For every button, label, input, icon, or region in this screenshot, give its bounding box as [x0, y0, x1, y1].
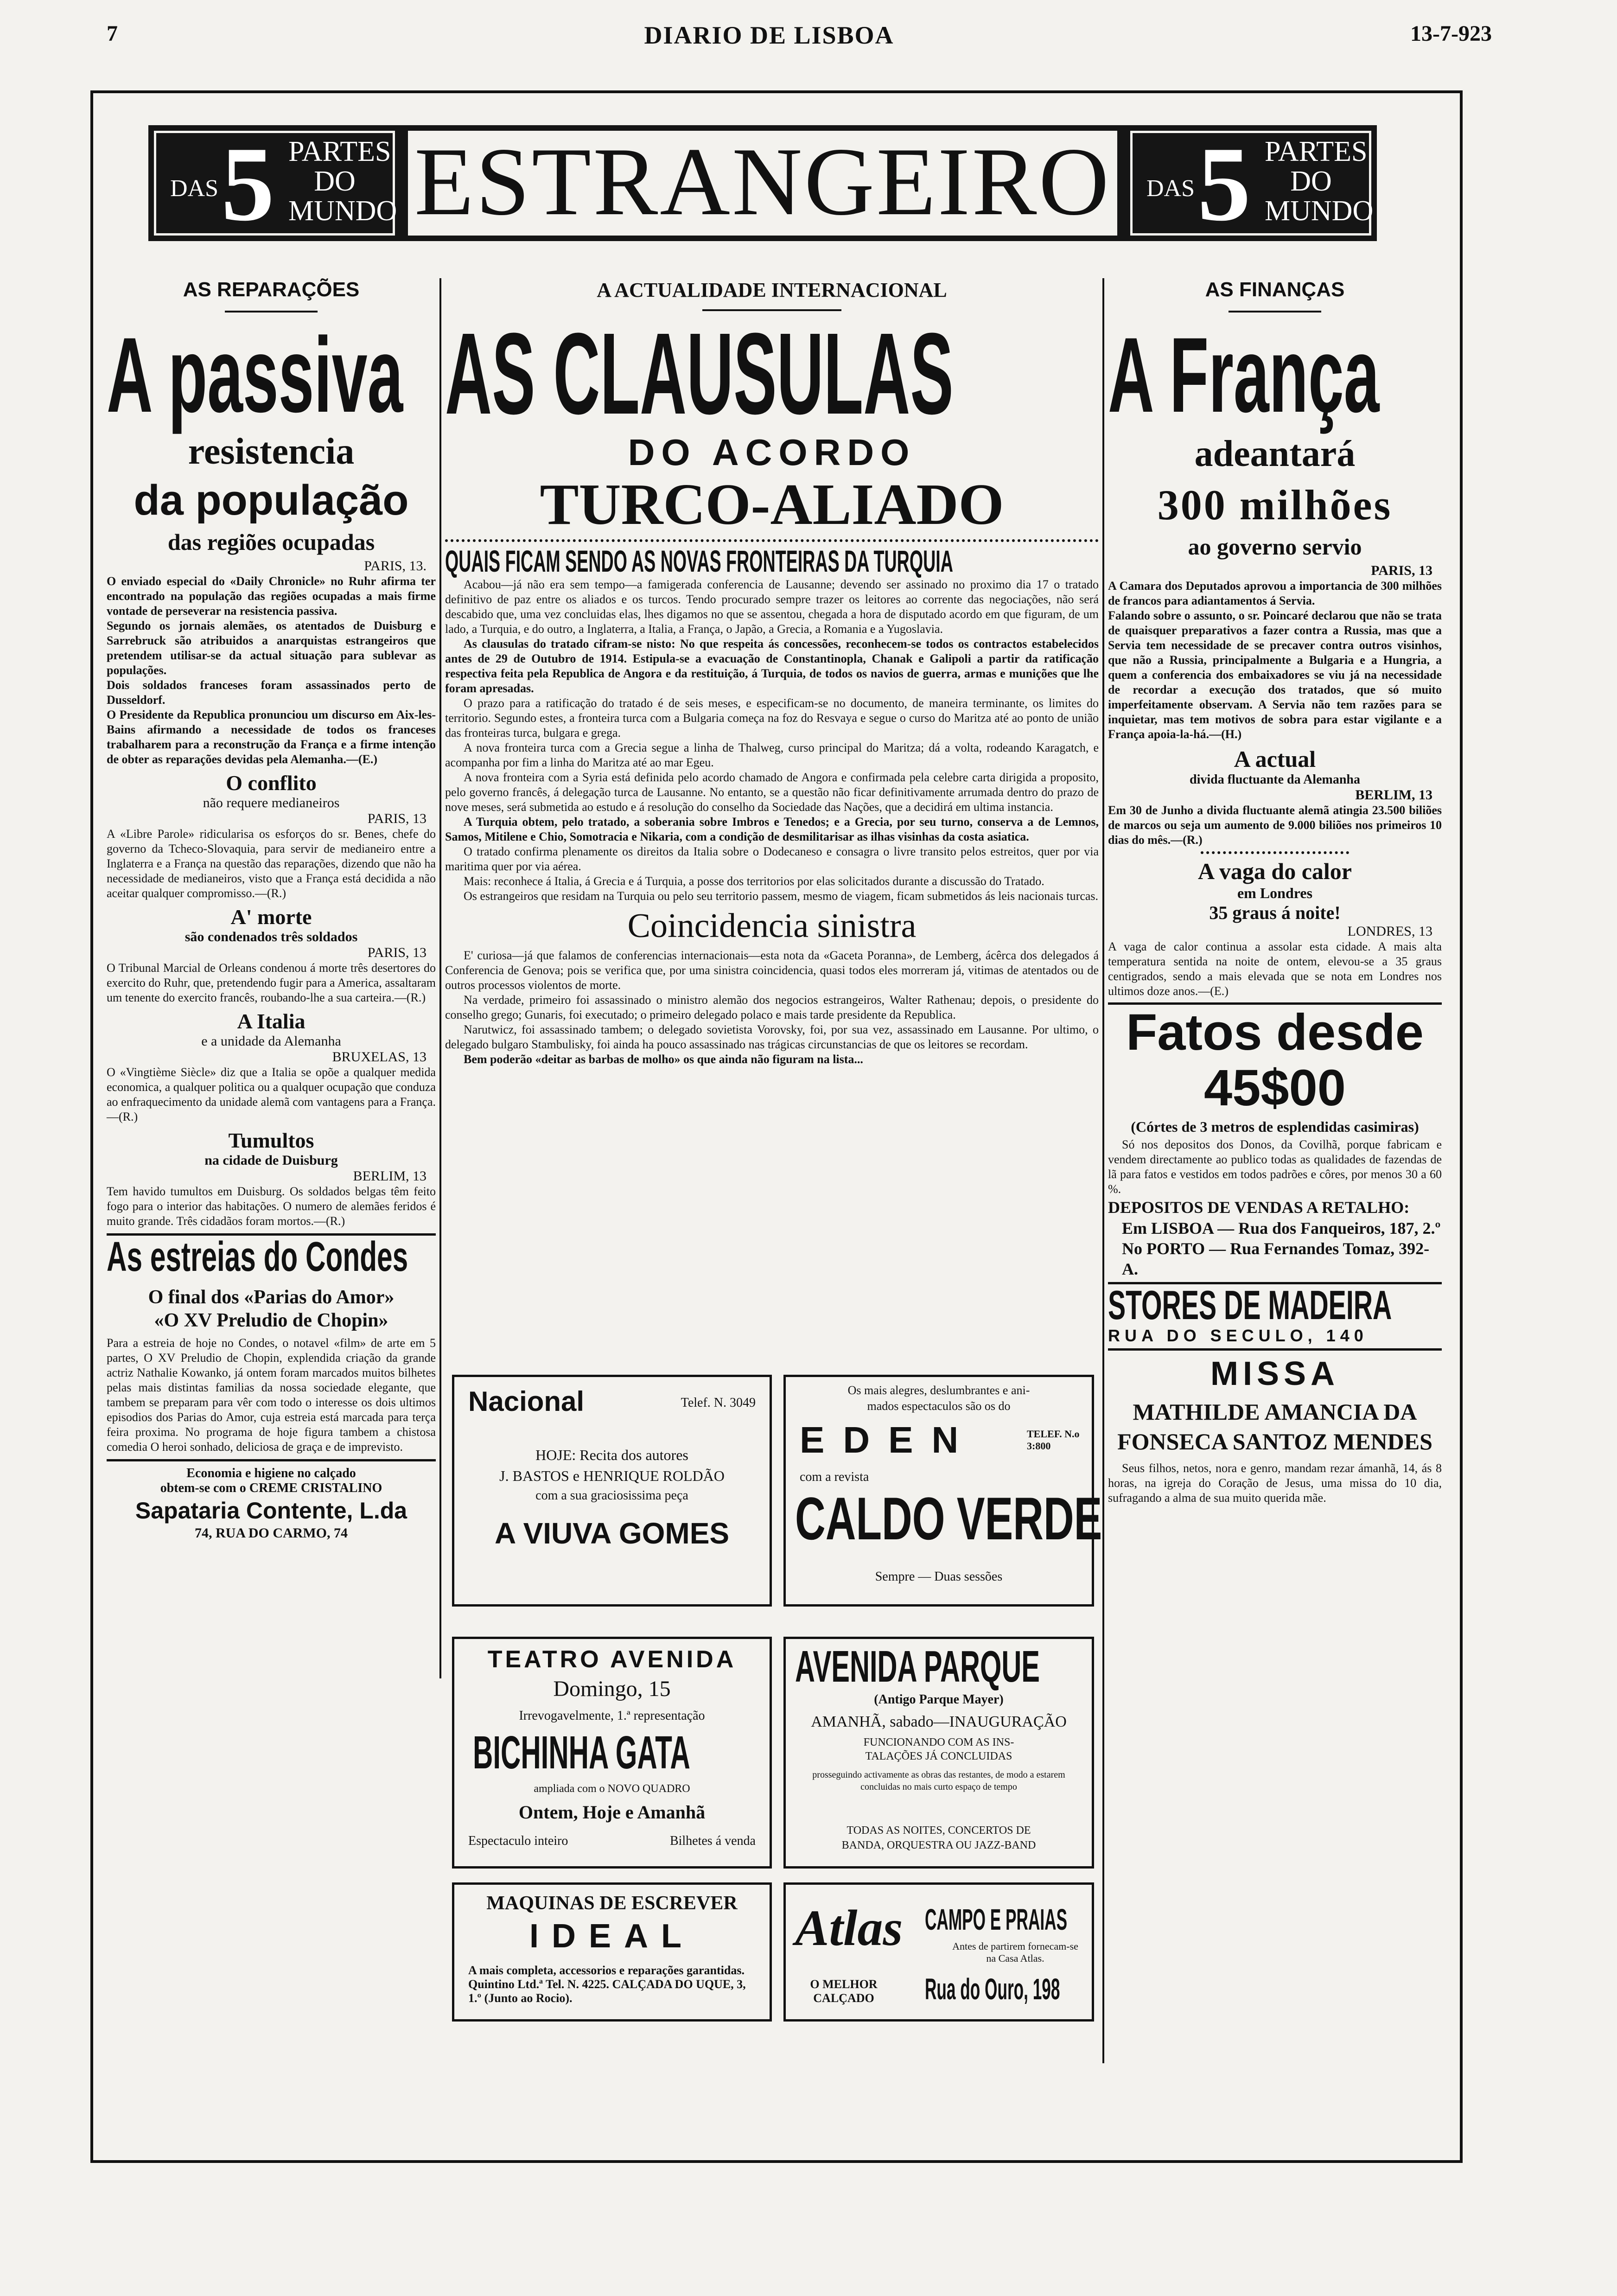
ad-sapataria: [107, 1459, 436, 1541]
ad-line: Os mais alegres, deslumbrantes e ani-: [847, 1384, 1030, 1397]
ad-address: RUA DO SECULO, 140: [1108, 1326, 1368, 1345]
ad-play: A VIUVA GOMES: [494, 1517, 730, 1550]
subhead-sub: na cidade de Duisburg: [204, 1153, 338, 1168]
subhead-tumultos: Tumultos: [228, 1129, 314, 1152]
ad-line: ampliada com o NOVO QUADRO: [534, 1783, 690, 1795]
subhead-sub: não requere medianeiros: [203, 795, 340, 810]
subhead-sub: são condenados três soldados: [185, 929, 358, 944]
article-paragraph: Para a estreia de hoje no Condes, o notavel «film» de arte em 5 partes, O XV Preludio de Chopin, explendida criação da grande actriz Nathalie Kowanko, já ontem foram marcados muitos bilhetes pelas mais distintas familias da nossa sociedade elegante, que tambem se preparam para vêr com todo o interesse os dois ultimos episodios dos Parias do Amor, cuja estreia está marcada para terça feira proxima. No programa de hoje figura tambem a chistosa comedia O heroi sonhado, deliciosa de graça e de imprevisto.: [107, 1336, 436, 1454]
ad-name: TEATRO AVENIDA: [487, 1646, 737, 1673]
ad-line: AMANHÃ, sabado—INAUGURAÇÃO: [811, 1713, 1067, 1730]
ad-line: Espectaculo inteiro: [468, 1834, 568, 1848]
banner-right-word-1: PARTES: [1265, 136, 1368, 167]
article-paragraph: Em 30 de Junho a divida fluctuante alemã atingia 23.500 biliões de marcos ou seja um aumento de 9.000 biliões nos primeiros 10 dias do mês.—(R.): [1108, 804, 1442, 847]
issue-date: 13-7-923: [1410, 21, 1492, 46]
article-paragraph: A Turquia obtem, pelo tratado, a soberania sobre Imbros e Tenedos; e a Grecia, por seu turno, conserva a de Lemnos, Samos, Mitilene e Chio, Somotracia e Nikaria, com a condição de desmilitarisar as ilhas visinhas da costa asiatica.: [445, 815, 1099, 843]
subhead-sub: 35 graus á noite!: [1209, 902, 1341, 923]
headline-condes: As estreias do Condes: [107, 1234, 408, 1280]
dateline: PARIS, 13: [367, 811, 427, 826]
ad-line: HOJE: Recita dos autores: [535, 1447, 688, 1463]
banner-left-emblem: [154, 125, 397, 243]
ad-line: Irrevogavelmente, 1.ª representação: [519, 1709, 705, 1723]
banner-right-word-2: DO: [1290, 166, 1332, 197]
ad-name: AVENIDA PARQUE: [795, 1642, 1040, 1691]
ad-name: EDEN: [800, 1419, 977, 1461]
ad-price: 45$00: [1204, 1059, 1346, 1116]
headline-franca: A França: [1108, 315, 1380, 434]
ad-line: prosseguindo activamente as obras das restantes, de modo a estarem concluidas no mais curto espaço de tempo: [812, 1770, 1065, 1792]
ad-line: obtem-se com o CREME CRISTALINO: [160, 1481, 382, 1495]
section-label-financas: AS FINANÇAS: [1205, 278, 1345, 301]
ad-avenida-parque: [783, 1637, 1094, 1869]
banner-left-word-1: PARTES: [288, 136, 391, 167]
article-paragraph: Na verdade, primeiro foi assassinado o ministro alemão dos negocios estrangeiros, Walter Rathenau; depois, o presidente do conselho grego; Gunaris, foi executado; o primeiro delegado polaco e mais tarde presidente da Republica.: [445, 993, 1099, 1021]
ad-line: TALAÇÕES JÁ CONCLUIDAS: [865, 1750, 1012, 1762]
ad-logo: Atlas: [795, 1900, 903, 1956]
ad-line: Em LISBOA — Rua dos Fanqueiros, 187, 2.º: [1122, 1219, 1441, 1237]
subhead-vaga: A vaga do calor: [1198, 858, 1352, 884]
article-paragraph: O enviado especial do «Daily Chronicle» no Ruhr afirma ter encontrado na população das regiões ocupadas a mais firme vontade de perseverar na resistencia passiva.: [107, 574, 436, 618]
subheadline-resistencia: resistencia: [188, 431, 355, 472]
ad-line: (Córtes de 3 metros de esplendidas casimiras): [1131, 1118, 1419, 1135]
article-paragraph: E' curiosa—já que falamos de conferencias internacionais—esta nota da «Gaceta Poranna», de Lemberg, ácêrca dos delegados á Conferencia de Genova; pois se verifica que, por uma sinistra coincidencia, quasi todos eles morreram já, vitimas de atentados ou de outros processos violentos de morte.: [445, 949, 1099, 992]
dateline: BRUXELAS, 13: [332, 1049, 427, 1065]
subhead-conflito: O conflito: [226, 771, 317, 795]
ad-nacional: [452, 1375, 772, 1607]
section-banner: [148, 125, 1377, 241]
banner-left-das: DAS: [170, 175, 219, 202]
article-paragraph: A «Libre Parole» ridicularisa os esforços do sr. Benes, chefe do governo da Tcheco-Slovaquia, para servir de medianeiro entre a Inglaterra e a França na questão das reparações, dizendo que não ha necessidade de medianeiros, visto que a França está decidida a não aceitar qualquer compromisso.—(R.): [107, 827, 436, 900]
article-paragraph: As clausulas do tratado cifram-se nisto: No que respeita ás concessões, reconhecem-se todos os contractos estabelecidos antes de 29 de Outubro de 1914. Estipula-se a evacuação de Constantinopla, Chanak e Galipoli a partir da ratificação respectiva feita pela Republica de Angora e da restituição, á Turquia, de todos os navios de guerra, armas e munições que lhe foram apresadas.: [445, 637, 1099, 695]
article-paragraph: Tem havido tumultos em Duisburg. Os soldados belgas têm feito fogo para o interior das habitações. O numero de alemães feridos é muito grande. Três cidadãos foram mortos.—(R.): [107, 1185, 436, 1228]
left-column: [107, 278, 436, 1541]
subhead-coincidencia: Coincidencia sinistra: [627, 907, 917, 945]
ad-line: Bilhetes á venda: [669, 1834, 756, 1848]
column-rule-left: [439, 278, 441, 1678]
banner-left-word-2: DO: [314, 166, 356, 197]
section-label-actualidade: A ACTUALIDADE INTERNACIONAL: [597, 279, 947, 301]
article-paragraph: O «Vingtième Siècle» diz que a Italia se opõe a qualquer medida economica, a qualquer politica ou a qualquer ocupação que conduza ao enfraquecimento da unidade alemã com vantagens para a França.—(R.): [107, 1065, 436, 1123]
dateline: PARIS, 13: [367, 945, 427, 960]
ad-line: Ontem, Hoje e Amanhã: [518, 1802, 706, 1823]
missa-title: MISSA: [1210, 1355, 1340, 1392]
banner-title: ESTRANGEIRO: [408, 131, 1117, 236]
ad-ideal: [452, 1882, 772, 2022]
ad-name: Nacional: [468, 1386, 585, 1417]
page-number: 7: [107, 21, 118, 46]
headline-clausulas: AS CLAUSULAS: [445, 309, 954, 438]
article-paragraph: Mais: reconhece á Italia, á Grecia e á Turquia, a posse dos territorios por elas solicitados durante a discussão do Tratado.: [464, 874, 1044, 888]
ad-line: Antes de partirem fornecam-se na Casa Atlas.: [952, 1940, 1078, 1964]
ad-line: Economia e higiene no calçado: [186, 1466, 356, 1480]
ad-line: TODAS AS NOITES, CONCERTOS DE: [847, 1824, 1031, 1837]
ad-teatro-avenida: [452, 1637, 772, 1869]
ad-headline: CAMPO E PRAIAS: [925, 1903, 1068, 1936]
ad-text: Só nos depositos dos Donos, da Covilhã, porque fabricam e vendem directamente ao publico todas as qualidades de fazendas de lã para fatos e vestidos em todos padrões e côres, por menos 30 a 60 %.: [1108, 1138, 1442, 1196]
ad-line: DEPOSITOS DE VENDAS A RETALHO:: [1108, 1198, 1410, 1217]
missa-name: MATHILDE AMANCIA DA FONSECA SANTOZ MENDES: [1117, 1399, 1432, 1454]
ad-eden: [783, 1375, 1102, 1607]
ad-address: Rua do Ouro, 198: [925, 1972, 1060, 2006]
subhead-sub: divida fluctuante da Alemanha: [1190, 772, 1360, 787]
ad-text: A mais completa, accessorios e reparações garantidas. Quintino Ltd.ª Tel. N. 4225. CALÇADA DO UQUE, 3, 1.º (Junto ao Rocio).: [468, 1964, 746, 2005]
subhead-sub: em Londres: [1237, 885, 1313, 901]
ad-headline: Fatos desde: [1126, 1004, 1424, 1061]
ad-atlas: [783, 1882, 1094, 2022]
subhead-sub: e a unidade da Alemanha: [201, 1033, 341, 1049]
missa-notice: [1108, 1351, 1442, 1505]
subheadline-regioes: das regiões ocupadas: [167, 529, 375, 555]
ad-line: com a sua graciosissima peça: [535, 1488, 688, 1503]
ad-line: Sempre — Duas sessões: [875, 1569, 1003, 1584]
ad-play: BICHINHA GATA: [473, 1727, 690, 1779]
subheadline-milhoes: 300 milhões: [1157, 481, 1393, 529]
banner-right-das: DAS: [1146, 175, 1195, 202]
missa-text: Seus filhos, netos, nora e genro, mandam rezar ámanhã, 14, ás 8 horas, na igreja do Coração de Jesus, uma missa do 10 dia, sufragando a alma de sua muito querida mãe.: [1108, 1461, 1442, 1505]
article-paragraph: Segundo os jornais alemães, os atentados de Duisburg e Sarrebruck são atribuidos a anarquistas estrangeiros que pretendem utilisar-se da actual situação para sublevar as populações.: [107, 619, 436, 677]
subheadline-adeantara: adeantará: [1194, 434, 1356, 474]
subheadline-acordo: DO ACORDO: [628, 432, 916, 473]
ad-line: No PORTO — Rua Fernandes Tomaz, 392-A.: [1122, 1239, 1430, 1278]
dateline: LONDRES, 13: [1347, 924, 1432, 939]
subhead-actual: A actual: [1234, 746, 1316, 772]
column-rule-right: [1102, 278, 1104, 2063]
article-paragraph: Os estrangeiros que residam na Turquia ou pelo seu territorio passem, mesmo de viagem, ficam submetidos ás leis nacionais turcas.: [464, 889, 1099, 903]
ad-line: J. BASTOS e HENRIQUE ROLDÃO: [499, 1467, 725, 1484]
subheadline-governo: ao governo servio: [1188, 534, 1362, 560]
ad-phone: TELEF. N.o 3:800: [1027, 1428, 1080, 1452]
article-paragraph: A nova fronteira turca com a Grecia segue a linha de Thalweg, curso principal do Maritza; dá a volta, rodeando Karagatch, e acompanha por fim a linha do Maritza até ao mar Egeu.: [445, 741, 1099, 769]
center-column: [445, 278, 1099, 1067]
article-paragraph: Falando sobre o assunto, o sr. Poincaré declarou que não se trata de quaisquer preparativos a fazer contra a Russia, mas que a Servia tem necessidade de se precaver contra outros visinhos, que não a Russia, principalmente a Bulgaria e a Hungria, a quem a conferencia dos embaixadores se viu já na necessidade de recordar a execução dos tratados, que só muito imperfeitamente observam. A Servia não tem razões para se inquietar, mas tem motivos de sobra para estar vigilante e a França apoia-la-há.—(H.): [1108, 609, 1442, 741]
dateline: PARIS, 13: [1371, 563, 1432, 578]
dateline: BERLIM, 13: [1355, 787, 1432, 803]
section-label-reparacoes: AS REPARAÇÕES: [183, 278, 360, 301]
ad-line: FUNCIONANDO COM AS INS-: [863, 1736, 1014, 1748]
banner-left-word-3: MUNDO: [288, 195, 397, 227]
article-paragraph: A vaga de calor continua a assolar esta cidade. A mais alta temperatura sentida na noite de ontem, elevou-se a 35 graus centigrados, sendo a mais elevada que se nota em Londres nos ultimos doze anos.—(E.): [1108, 940, 1442, 998]
article-paragraph: Narutwicz, foi assassinado tambem; o delegado sovietista Vorovsky, foi, por sua vez, assassinado em Lausanne. Por ultimo, o delegado bulgaro Stambulisky, foi ainda ha pouco assassinado nas trágicas circunstancias de que os leitores se recordam.: [445, 1023, 1099, 1051]
ad-phone: Telef. N. 3049: [681, 1396, 756, 1410]
article-paragraph: A Camara dos Deputados aprovou a importancia de 300 milhões de francos para adiantamentos á Servia.: [1108, 579, 1442, 607]
article-paragraph: Dois soldados franceses foram assassinados perto de Dusseldorf.: [107, 678, 436, 707]
page-header: [107, 21, 1492, 49]
ad-name: STORES DE MADEIRA: [1108, 1282, 1392, 1328]
article-paragraph: Bem poderão «deitar as barbas de molho» os que ainda não figuram na lista...: [464, 1052, 863, 1066]
subheadline-fronteiras: QUAIS FICAM SENDO AS NOVAS FRONTEIRAS DA TURQUIA: [445, 544, 953, 578]
banner-right-word-3: MUNDO: [1265, 195, 1374, 227]
ad-name: IDEAL: [529, 1918, 694, 1955]
article-paragraph: O Tribunal Marcial de Orleans condenou á morte três desertores do exercito do Ruhr, que, pretendendo fugir para a America, assaltaram um tenente do exercito francês, roubando-lhe a sua carteira.—(R.): [107, 961, 436, 1004]
right-column: [1108, 278, 1442, 1505]
dateline: BERLIM, 13: [353, 1168, 427, 1184]
ad-line: MAQUINAS DE ESCREVER: [486, 1893, 738, 1914]
article-paragraph: A nova fronteira com a Syria está definida pelo acordo chamado de Angora e confirmada pela celebre carta dirigida a proposito, pelo governo francês, á delegação turca de Lausanne. No entanto, se a questão não ficar definitivamente arrumada dentro do prazo de nove meses, será submetida ao estudo e á resolução do conselho da Sociedade das Nações, que a decidirá em ultima instancia.: [445, 771, 1099, 814]
article-paragraph: O prazo para a ratificação do tratado é de seis meses, e especificam-se no documento, de maneira terminante, os limites do territorio. Segundo estes, a fronteira turca com a Bulgaria começa na foz do Resvaya e segue o curso do Maritza até ao ponto de união das fronteiras turca, bulgara e grega.: [445, 696, 1099, 740]
dateline: PARIS, 13.: [364, 558, 427, 574]
ad-fatos: [1108, 1005, 1442, 1279]
ad-line: (Antigo Parque Mayer): [874, 1692, 1004, 1707]
ad-line: Domingo, 15: [553, 1677, 671, 1701]
article-paragraph: O Presidente da Republica pronunciou um discurso em Aix-les-Bains afirmando a necessidade de todos os franceses trabalharem para a reconstrução da França e a firme intenção de obter as reparações devidas pela Alemanha.—(E.): [107, 708, 436, 766]
ad-line: com a revista: [800, 1470, 869, 1484]
divider: [225, 311, 318, 313]
banner-right-five: 5: [1197, 125, 1251, 243]
ad-address: 74, RUA DO CARMO, 74: [195, 1525, 348, 1541]
subheadline-populacao: da população: [134, 477, 409, 524]
subhead-italia: A Italia: [237, 1009, 306, 1033]
ad-revue: CALDO VERDE: [795, 1485, 1102, 1552]
article-paragraph: Acabou—já não era sem tempo—a famigerada conferencia de Lausanne; devendo ser assinado no proximo dia 17 o tratado definitivo de paz entre os aliados e os turcos. Tendo procurado sempre trazer os leitores ao corrente das negociações, não será descabido que, uma vez concluidas elas, lhes digamos no que se assentou, chegada a hora de disputado acordo em que figuram, de um lado, a Turquia, e do outro, a Inglaterra, a Italia, a França, o Japão, a Grecia, a Romania e a Yugoslavia.: [445, 578, 1099, 636]
ad-name: Sapataria Contente, L.da: [135, 1498, 407, 1524]
divider: [1229, 311, 1321, 313]
ad-line: O MELHOR CALÇADO: [810, 1977, 878, 2005]
ad-line: BANDA, ORQUESTRA OU JAZZ-BAND: [841, 1839, 1036, 1851]
headline-passiva: A passiva: [107, 315, 403, 434]
subhead-morte: A' morte: [230, 905, 312, 929]
subhead-chopin: «O XV Preludio de Chopin»: [154, 1310, 388, 1331]
banner-left-five: 5: [221, 125, 274, 243]
subheadline-turco-aliado: TURCO-ALIADO: [540, 472, 1004, 537]
subhead-parias: O final dos «Parias do Amor»: [148, 1287, 395, 1308]
newspaper-title: DIARIO DE LISBOA: [644, 21, 894, 49]
ad-stores: [1108, 1284, 1442, 1346]
ad-line: mados espectaculos são os do: [867, 1399, 1011, 1413]
banner-right-emblem: [1130, 125, 1374, 243]
article-paragraph: O tratado confirma plenamente os direitos da Italia sobre o Dodecaneso e consagra o livre transito pelos estreitos, quer por via maritima quer por via aérea.: [445, 845, 1099, 873]
